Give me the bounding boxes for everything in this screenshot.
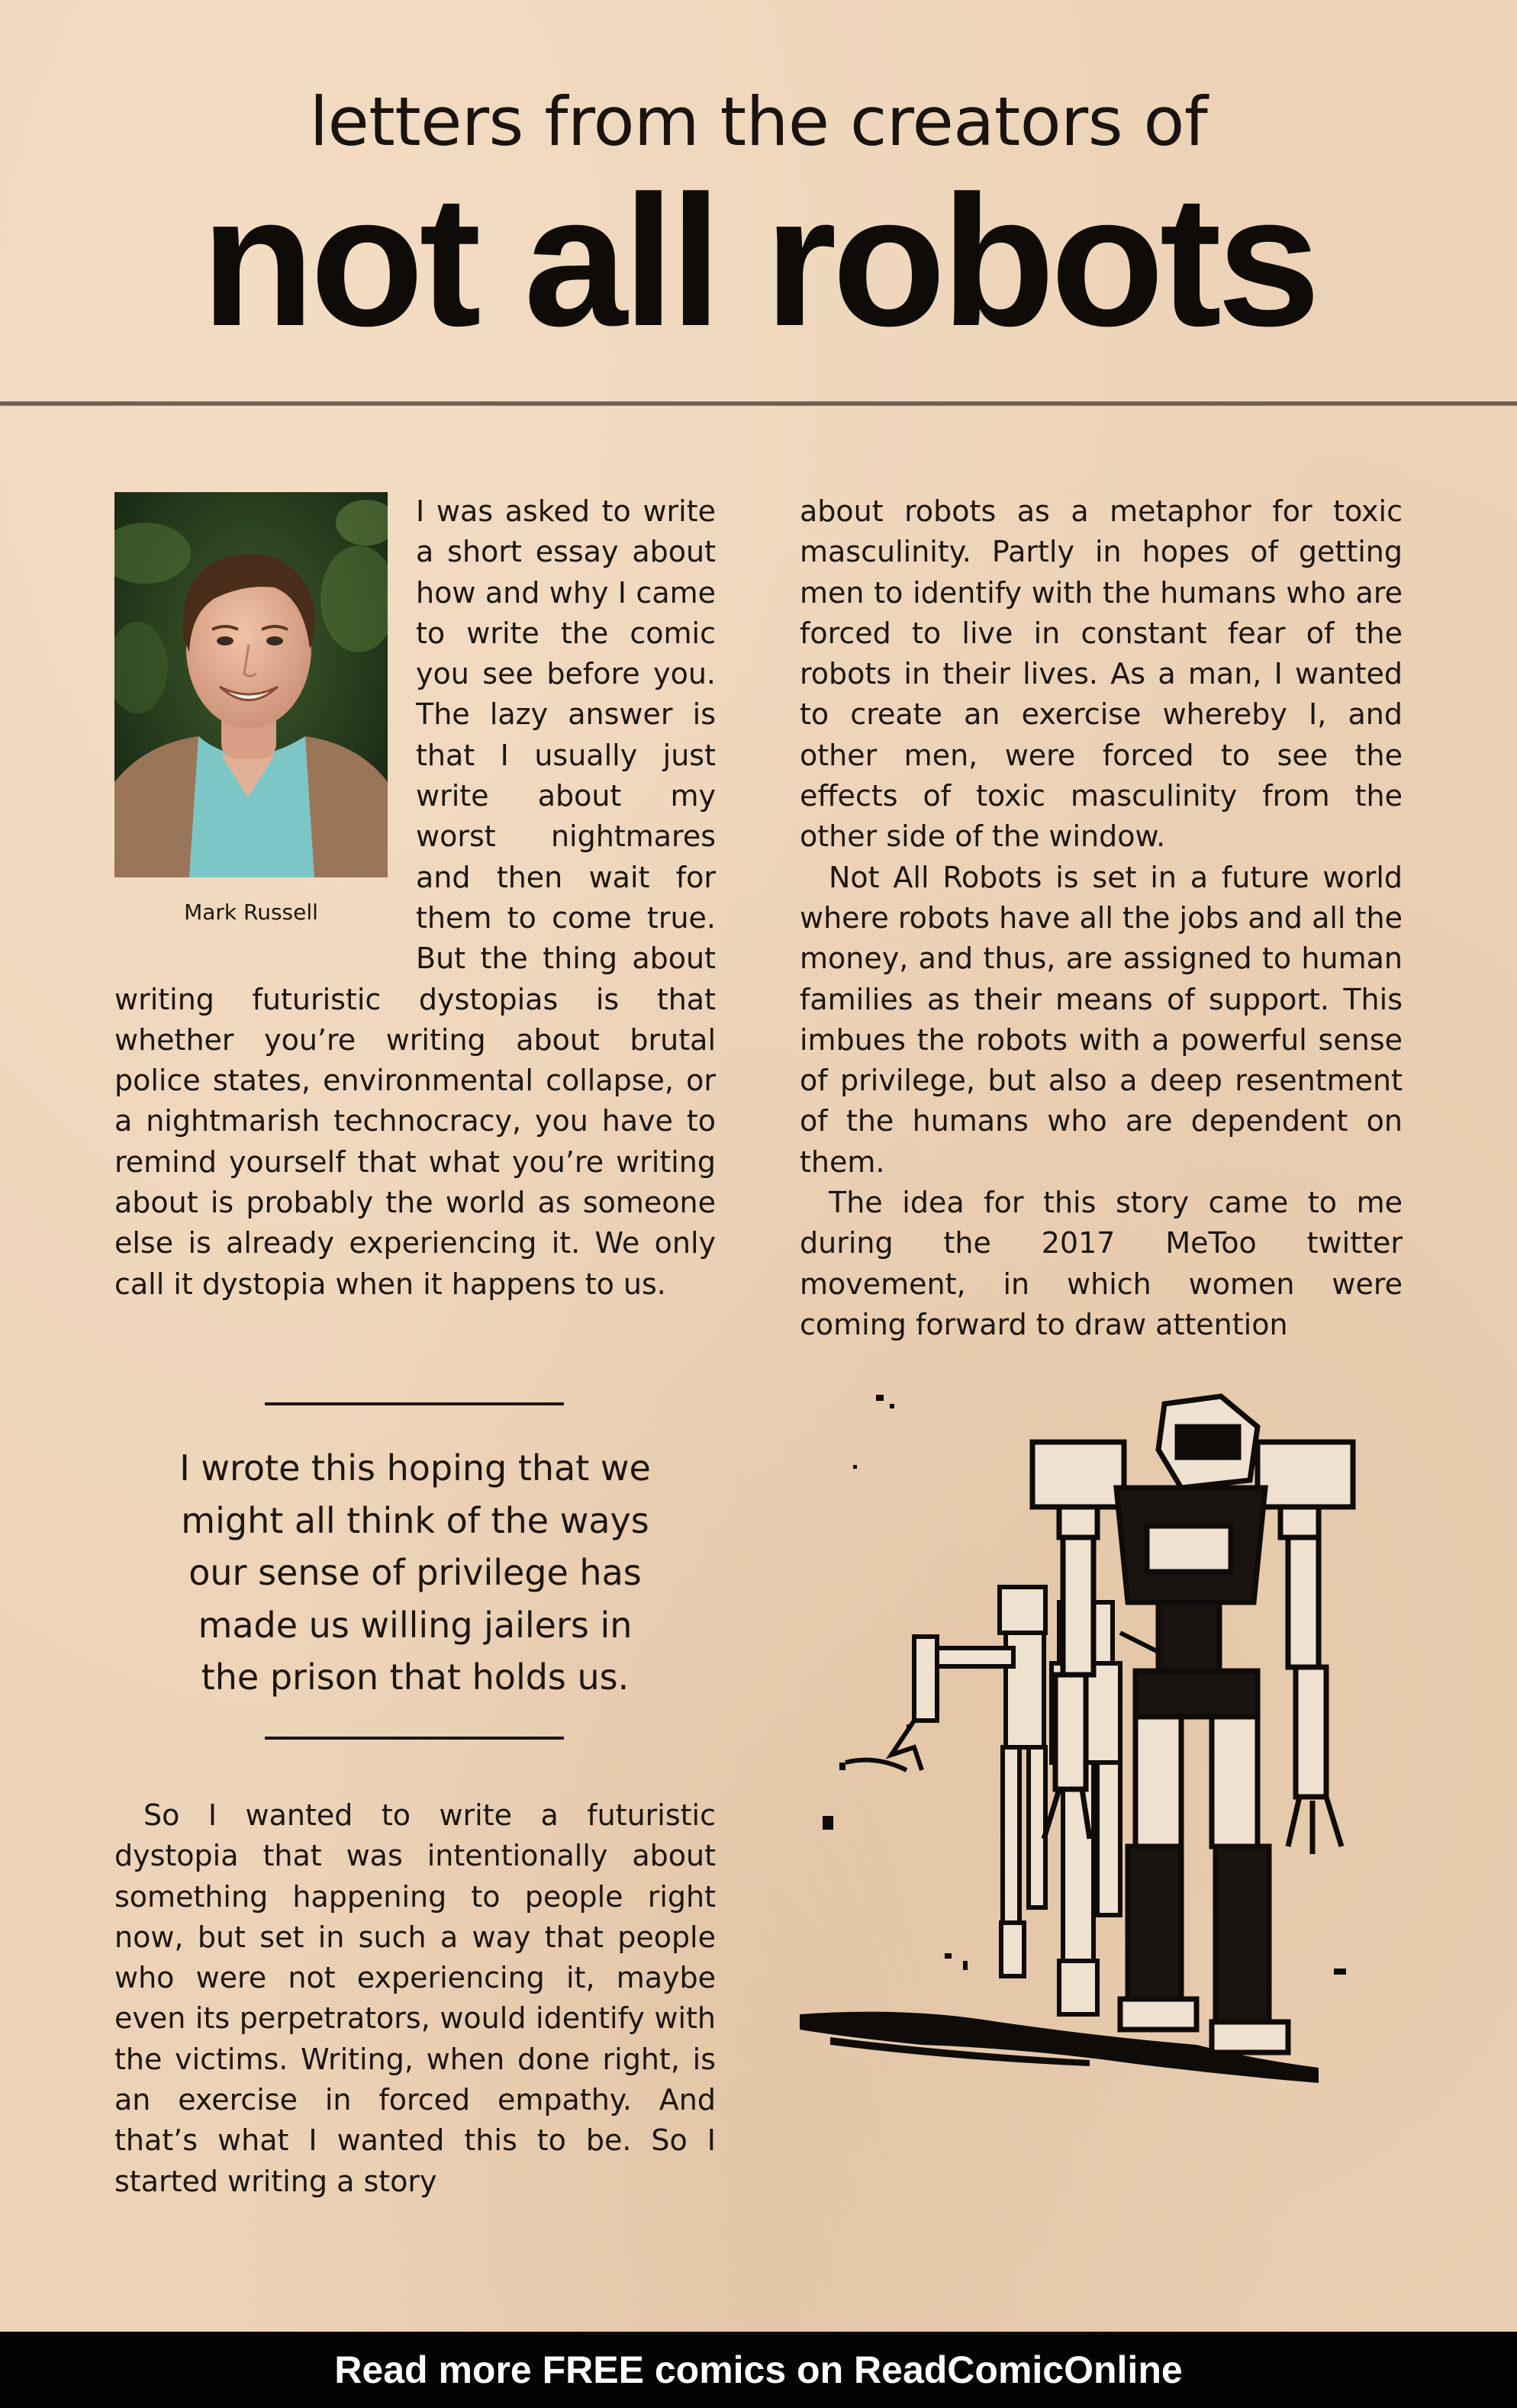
essay-left-bottom	[114, 1795, 716, 2202]
essay-right	[800, 491, 1403, 1345]
page-title: not all robots	[201, 156, 1316, 365]
pull-quote-rule-top	[265, 1402, 564, 1405]
essay-paragraph: So I wanted to write a futuristic dystopia that was intentionally about something happening to people right now, but set in such a way that people who were not experiencing it, maybe even its perpetrators, would identify with the victims. Writing, when done right, is an exercise in forced empathy. And that’s what I wanted this to be. So I started writing a story	[114, 1798, 716, 2198]
pull-quote-rule-bottom	[265, 1737, 564, 1740]
essay-paragraph: Not All Robots is set in a future world where robots have all the jobs and all the money, and thus, are assigned to human families as their means of support. This imbues the robots with a powerful sense of privilege, but also a deep resentment of the humans who are dependent on them.	[800, 860, 1403, 1179]
author-caption: Mark Russell	[184, 900, 318, 925]
pull-quote	[114, 1442, 716, 1704]
essay-left-top	[114, 491, 716, 1305]
pull-quote-line: I wrote this hoping that we	[179, 1447, 651, 1489]
pull-quote-line: made us willing jailers in	[198, 1604, 633, 1646]
robot-illustration	[800, 1373, 1403, 2152]
essay-paragraph: about robots as a metaphor for toxic masculinity. Partly in hopes of getting men to identify with the humans who are forced to live in constant fear of the robots in their lives. As a man, I wanted to create an exercise whereby I, and other men, were forced to see the effects of toxic masculinity from the other side of the window.	[800, 494, 1403, 854]
pull-quote-line: might all think of the ways	[181, 1499, 649, 1541]
header-divider	[0, 401, 1517, 406]
header-subtitle: letters from the creators of	[309, 82, 1208, 161]
footer-banner[interactable]: Read more FREE comics on ReadComicOnline	[0, 2332, 1517, 2408]
pull-quote-line: the prison that holds us.	[201, 1656, 630, 1698]
pull-quote-line: our sense of privilege has	[188, 1552, 642, 1593]
essay-paragraph: I was asked to write a short essay about how and why I came to write the comic you see before you. The lazy answer is that I usually just write about my worst nightmares and then wait for them to come true. But the thing about writing futuristic dystopias is that whether you’re writing about brutal police states, environmental collapse, or a nightmarish technocracy, you have to remind yourself that what you’re writing about is probably the world as someone else is already experiencing it. We only call it dystopia when it happens to us.	[114, 494, 716, 1301]
essay-paragraph: The idea for this story came to me during the 2017 MeToo twitter movement, in which women were coming forward to draw attention	[800, 1186, 1403, 1341]
